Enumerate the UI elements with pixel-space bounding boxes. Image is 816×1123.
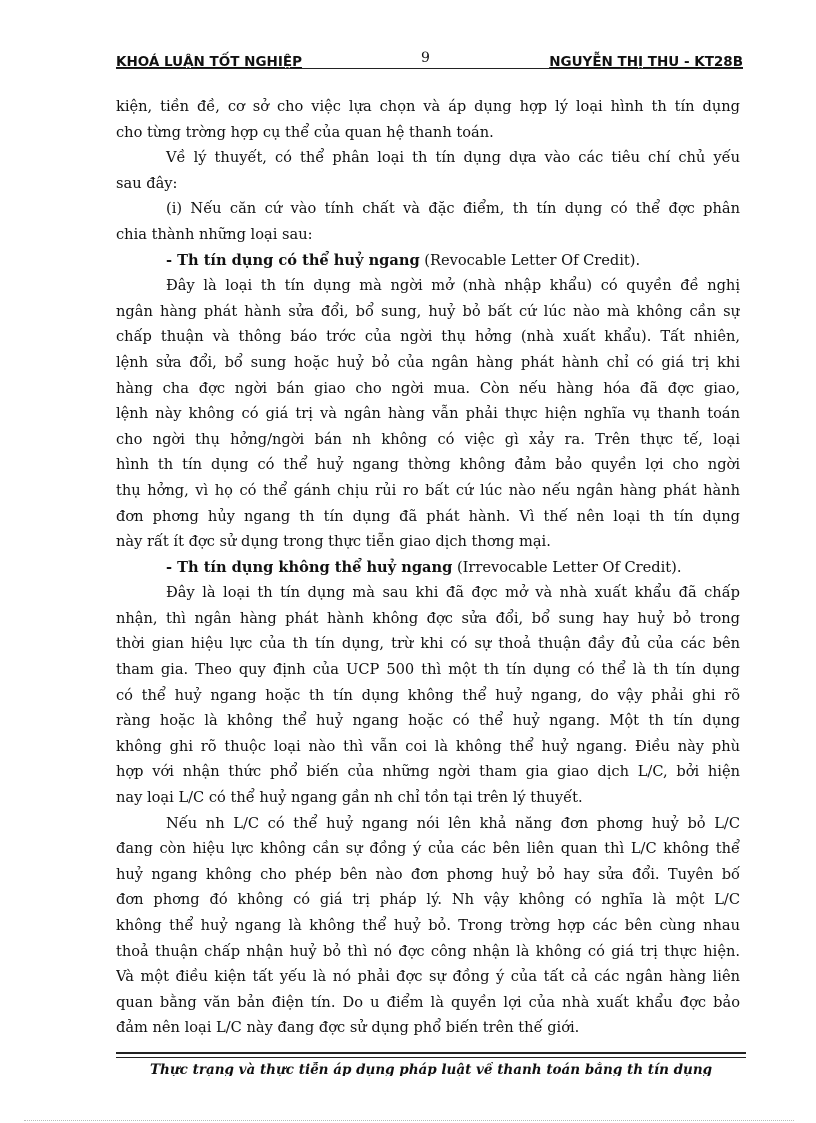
text-line: Và một điều kiện tất yếu là nó phải đợc sự đồng ý của tất cả các ngân hàng liên [116,968,740,986]
text-line: hình th tín dụng có thể huỷ ngang thờng không đảm bảo quyền lợi cho ngời [116,456,740,474]
text-line: sau đây: [116,174,178,192]
text-line: Về lý thuyết, có thể phân loại th tín dụng dựa vào các tiêu chí chủ yếu [166,149,740,167]
text-line: đảm nên loại L/C này đang đợc sử dụng phổ biến trên thế giới. [116,1019,580,1037]
text-line: ràng hoặc là không thể huỷ ngang hoặc có thể huỷ ngang. Một th tín dụng [116,712,740,730]
header-rule [116,68,743,69]
page-edge-divider [24,1120,794,1121]
page-footer: Thực trạng và thực tiễn áp dụng pháp luật về thanh toán bằng th tín dụng [150,1062,713,1076]
text-line: chia thành những loại sau: [116,225,313,243]
thesis-label: KHOÁ LUẬN TỐT NGHIỆP [116,54,302,70]
text-line: quan bằng văn bản điện tín. Do u điểm là quyền lợi của nhà xuất khẩu đợc bảo [116,993,740,1011]
text-line: này rất ít đợc sử dụng trong thực tiễn giao dịch thơng mại. [116,533,551,551]
text-line: đơn phơng đó không có giá trị pháp lý. Nh vậy không có nghĩa là một L/C [116,891,740,909]
text-line: thời gian hiệu lực của th tín dụng, trừ khi có sự thoả thuận đầy đủ của các bên [116,635,740,653]
page-number: 9 [421,50,430,66]
text-line: có thể huỷ ngang hoặc th tín dụng không thể huỷ ngang, do vậy phải ghi rõ [116,686,740,704]
author-label: NGUYỄN THỊ THU - KT28B [549,54,743,70]
section-heading-irrevocable [116,555,740,581]
section-heading-revocable [116,248,740,274]
heading-bold: - Th tín dụng có thể huỷ ngang [166,251,420,269]
text-line: thoả thuận chấp nhận huỷ bỏ thì nó đợc công nhận là không có giá trị thực hiện. [116,942,740,960]
text-line: cho từng trờng hợp cụ thể của quan hệ thanh toán. [116,123,494,141]
text-line: ngân hàng phát hành sửa đổi, bổ sung, huỷ bỏ bất cứ lúc nào mà không cần sự [116,302,740,320]
text-line: đơn phơng hủy ngang th tín dụng đã phát hành. Vì thế nên loại th tín dụng [116,507,740,525]
footer-rule [116,1052,746,1054]
text-line: cho ngời thụ hởng/ngời bán nh không có việc gì xảy ra. Trên thực tế, loại [116,430,740,448]
heading-bold: - Th tín dụng không thể huỷ ngang [166,558,453,576]
text-line: lệnh này không có giá trị và ngân hàng vẫn phải thực hiện nghĩa vụ thanh toán [116,405,740,423]
body-text [116,94,740,1041]
text-line: huỷ ngang không cho phép bên nào đơn phơng huỷ bỏ hay sửa đổi. Tuyên bố [116,865,740,883]
text-line: không ghi rõ thuộc loại nào thì vẫn coi là không thể huỷ ngang. Điều này phù [116,737,740,755]
text-line: Đây là loại th tín dụng mà sau khi đã đợc mở và nhà xuất khẩu đã chấp [166,584,740,602]
text-line: Đây là loại th tín dụng mà ngời mở (nhà nhập khẩu) có quyền đề nghị [166,277,740,295]
text-line: hàng cha đợc ngời bán giao cho ngời mua. Còn nếu hàng hóa đã đợc giao, [116,379,740,397]
footer-rule-thin [116,1057,746,1058]
text-line: nhận, thì ngân hàng phát hành không đợc sửa đổi, bổ sung hay huỷ bỏ trong [116,609,740,627]
text-line: đang còn hiệu lực không cần sự đồng ý của các bên liên quan thì L/C không thể [116,840,740,858]
text-line: lệnh sửa đổi, bổ sung hoặc huỷ bỏ của ngân hàng phát hành chỉ có giá trị khi [116,353,740,371]
page-header [116,50,743,70]
heading-rest: (Revocable Letter Of Credit). [419,251,641,269]
text-line: nay loại L/C có thể huỷ ngang gần nh chỉ tồn tại trên lý thuyết. [116,789,583,807]
heading-rest: (Irrevocable Letter Of Credit). [452,558,682,576]
text-line: chấp thuận và thông báo trớc của ngời thụ hởng (nhà xuất khẩu). Tất nhiên, [116,328,740,346]
text-line: hợp với nhận thức phổ biến của những ngời tham gia giao dịch L/C, bởi hiện [116,763,740,781]
text-line: thụ hởng, vì họ có thể gánh chịu rủi ro bất cứ lúc nào nếu ngân hàng phát hành [116,481,740,499]
text-line: Nếu nh L/C có thể huỷ ngang nói lên khả năng đơn phơng huỷ bỏ L/C [166,814,740,832]
text-line: kiện, tiền đề, cơ sở cho việc lựa chọn và áp dụng hợp lý loại hình th tín dụng [116,98,740,115]
text-line: không thể huỷ ngang là không thể huỷ bỏ. Trong trờng hợp các bên cùng nhau [116,917,740,934]
text-line: tham gia. Theo quy định của UCP 500 thì một th tín dụng có thể là th tín dụng [116,661,740,679]
text-line: (i) Nếu căn cứ vào tính chất và đặc điểm, th tín dụng có thể đợc phân [166,200,740,218]
